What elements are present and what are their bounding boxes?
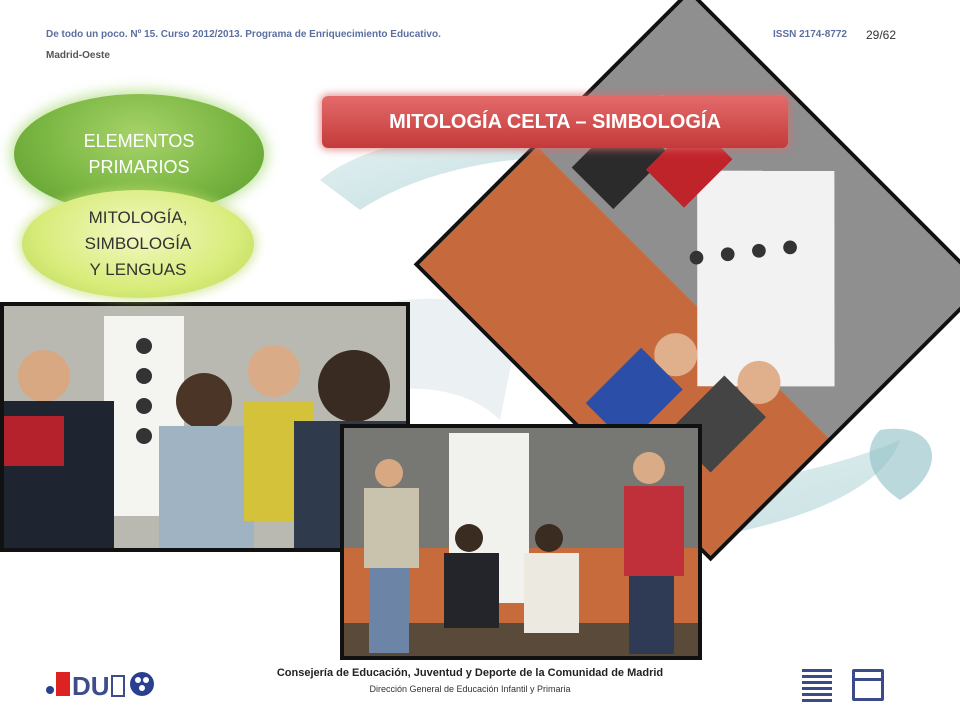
banner-title: MITOLOGÍA CELTA – SIMBOLOGÍA — [389, 110, 721, 133]
section-secondary-line-2: SIMBOLOGÍA — [84, 234, 192, 253]
footer-department: Dirección General de Educación Infantil y Primaria — [369, 684, 571, 694]
section-secondary-line-3: Y LENGUAS — [89, 260, 187, 279]
section-secondary-line-1: MITOLOGÍA, — [88, 208, 188, 227]
issn-label: ISSN 2174-8772 — [773, 29, 847, 40]
photo-students-group — [340, 424, 702, 660]
section-badge-secondary — [22, 190, 254, 298]
index-icon[interactable] — [802, 669, 832, 703]
publication-subtitle: Madrid-Oeste — [46, 50, 110, 61]
svg-text:DU: DU — [72, 671, 110, 700]
footer-organization: Consejería de Educación, Juventud y Deporte de la Comunidad de Madrid — [276, 667, 664, 679]
emadrid-edu-logo — [42, 666, 182, 700]
publication-title: De todo un poco. Nº 15. Curso 2012/2013. Programa de Enriquecimiento Educativo. — [46, 29, 441, 40]
title-banner — [322, 96, 788, 148]
section-secondary-label — [85, 205, 192, 283]
page-number: 29/62 — [866, 28, 897, 42]
section-primary-label: ELEMENTOS PRIMARIOS — [83, 131, 195, 177]
window-icon[interactable] — [852, 669, 884, 701]
